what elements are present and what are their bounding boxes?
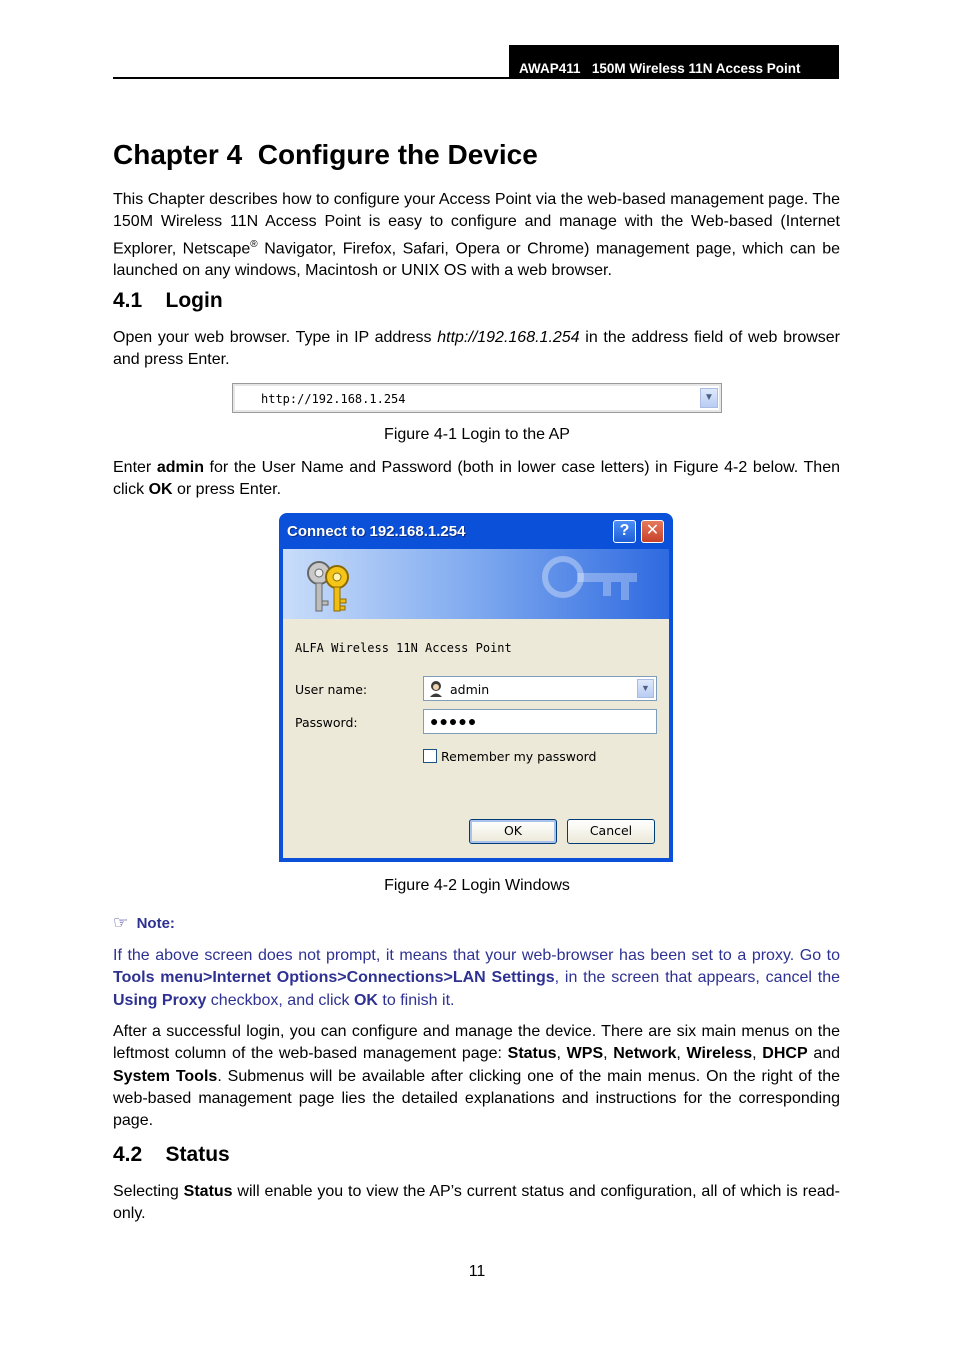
- status-bold: Status: [183, 1183, 233, 1200]
- status-text-2: will enable you to view the AP’s current status and configuration, all of which is read-only.: [113, 1183, 840, 1223]
- note-heading: [113, 913, 175, 933]
- watermark-keys-graphic: [533, 553, 643, 615]
- username-combobox[interactable]: [423, 676, 657, 701]
- chapter-name: Configure the Device: [257, 139, 538, 170]
- login-instructions: [113, 327, 840, 372]
- running-header: [509, 45, 839, 79]
- ok-button[interactable]: OK: [469, 819, 557, 844]
- section-heading-login: 4.1 Login: [113, 289, 223, 312]
- intro-text-1: This Chapter describes how to configure your Access Point via the web-based management page. The 150M Wireless 11N Access Point is easy to configure and manage with the Web-based (Internet Explorer, Netscape: [113, 191, 840, 257]
- sep-4: ,: [752, 1045, 763, 1063]
- cred-admin: admin: [156, 459, 204, 476]
- section-heading-status: 4.2 Status: [113, 1143, 230, 1166]
- note-text-3: checkbox, and click: [206, 991, 354, 1009]
- intro-paragraph: [113, 189, 840, 283]
- menu-wps: WPS: [566, 1045, 604, 1063]
- address-bar-value[interactable]: http://192.168.1.254: [261, 392, 406, 406]
- dialog-body: [283, 619, 669, 858]
- realm-text: ALFA Wireless 11N Access Point: [295, 641, 512, 655]
- note-text-2: , in the screen that appears, cancel the: [554, 969, 840, 987]
- after-login-paragraph: [113, 1021, 840, 1132]
- user-icon: [428, 680, 444, 697]
- cred-text-c: or press Enter.: [172, 481, 282, 499]
- dialog-banner: [283, 549, 669, 619]
- dialog-title: Connect to 192.168.1.254: [287, 523, 466, 540]
- registered-mark: ®: [250, 238, 258, 250]
- note-menu-path: Tools menu>Internet Options>Connections>LAN Settings: [113, 969, 555, 987]
- note-using-proxy: Using Proxy: [113, 991, 207, 1009]
- login-text-b: in the address field of web browser and press Enter.: [113, 329, 841, 369]
- cred-ok: OK: [148, 481, 173, 499]
- chapter-title: [113, 139, 538, 171]
- login-dialog: [279, 513, 673, 862]
- username-label: User name:: [295, 682, 368, 697]
- chapter-number: Chapter 4: [113, 139, 243, 170]
- remember-password-label[interactable]: Remember my password: [441, 749, 597, 764]
- note-paragraph: [113, 945, 840, 1012]
- after-text-2: . Submenus will be available after clicking one of the main menus. On the right of the web-based management page lies the detailed explanations and instructions for the corresponding page.: [113, 1067, 841, 1130]
- note-label: Note:: [136, 915, 175, 932]
- sep-3: ,: [676, 1045, 687, 1063]
- sep-5: and: [807, 1045, 841, 1063]
- menu-network: Network: [613, 1045, 677, 1063]
- sep-1: ,: [556, 1045, 567, 1063]
- cancel-button[interactable]: Cancel: [567, 819, 655, 844]
- intro-text-2: Navigator, Firefox, Safari, Opera or Chrome) management page, which can be launched on any windows, Macintosh or UNIX OS with a web browser.: [113, 239, 840, 280]
- cred-text-b: for the User Name and Password (both in lower case letters) in Figure 4-2 below. Then click: [113, 459, 841, 499]
- page-number: 11: [468, 1263, 486, 1280]
- menu-system-tools: System Tools: [113, 1067, 218, 1085]
- header-model: AWAP411: [519, 61, 581, 76]
- status-paragraph: [113, 1181, 840, 1226]
- note-text-1: If the above screen does not prompt, it means that your web-browser has been set to a proxy. Go to: [113, 947, 840, 964]
- remember-password-checkbox[interactable]: [423, 749, 437, 763]
- chevron-down-icon[interactable]: ▼: [700, 388, 718, 408]
- figure-caption-2: Figure 4-2 Login Windows: [384, 877, 570, 894]
- figure-caption-1: Figure 4-1 Login to the AP: [384, 426, 570, 443]
- username-value[interactable]: admin: [450, 682, 490, 697]
- login-url: http://192.168.1.254: [437, 329, 580, 346]
- password-label: Password:: [295, 715, 358, 730]
- header-product: 150M Wireless 11N Access Point: [591, 61, 801, 76]
- after-text-1: After a successful login, you can configure and manage the device. There are six main menus on the leftmost column of the web-based management page:: [113, 1023, 840, 1063]
- pointing-hand-icon: ☞: [113, 913, 129, 932]
- keys-icon: [301, 557, 357, 615]
- help-icon[interactable]: ?: [613, 520, 636, 543]
- note-text-4: to finish it.: [377, 991, 455, 1009]
- status-text-1: Selecting: [113, 1183, 184, 1200]
- note-ok: OK: [353, 991, 378, 1009]
- sep-2: ,: [603, 1045, 614, 1063]
- password-input[interactable]: [423, 709, 657, 734]
- close-icon[interactable]: ✕: [641, 520, 664, 543]
- address-bar[interactable]: [232, 383, 722, 413]
- header-rule: [113, 77, 839, 79]
- login-text-a: Open your web browser. Type in IP address: [113, 329, 438, 346]
- password-value[interactable]: ●●●●●: [430, 713, 478, 729]
- menu-wireless: Wireless: [686, 1045, 753, 1063]
- menu-dhcp: DHCP: [762, 1045, 808, 1063]
- menu-status: Status: [507, 1045, 557, 1063]
- credentials-paragraph: [113, 457, 840, 502]
- cred-text-a: Enter: [113, 459, 157, 476]
- chevron-down-icon[interactable]: ▼: [637, 679, 654, 698]
